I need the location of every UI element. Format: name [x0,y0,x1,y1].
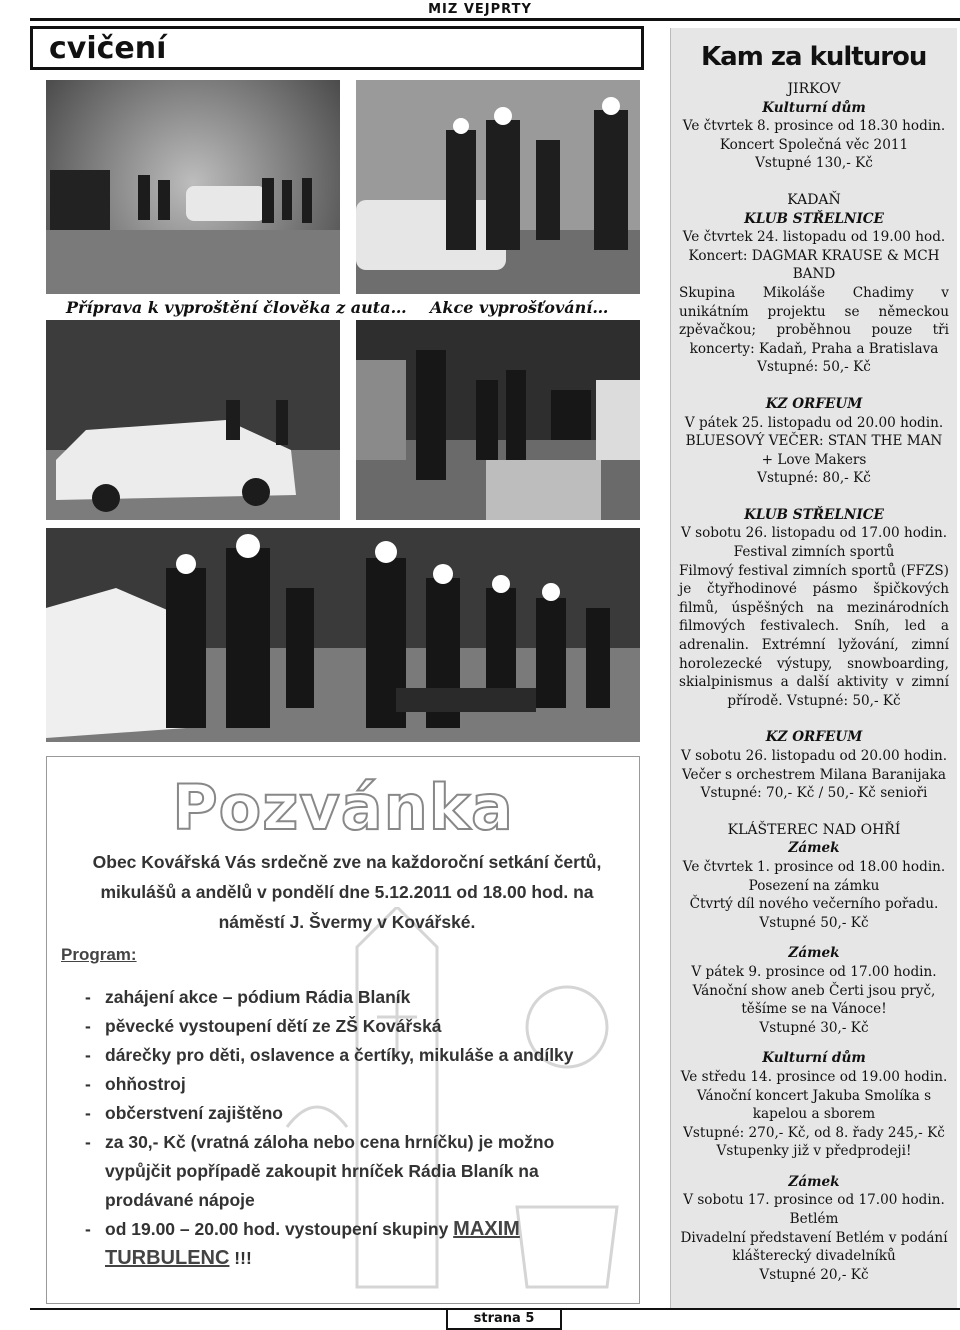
venue: KZ ORFEUM [765,729,863,746]
photo-car [46,320,340,520]
event-title: BLUESOVÝ VEČER: STAN THE MAN + Love Makers [685,433,943,468]
event-date: Ve středu 14. prosince od 19.00 hodin. [680,1068,948,1085]
invitation-poster [46,756,640,1304]
program-item: - zahájení akce – pódium Rádia Blaník [85,983,625,1012]
program-item: - ohňostroj [85,1070,625,1099]
photo-rescue-2 [356,320,640,520]
program-item: - za 30,- Kč (vratná záloha nebo cena hrníčku) je možno vypůjčit popřípadě zakoupit hrníček Rádia Blaník na prodávané nápoje [85,1128,625,1215]
program-item: - pěvecké vystoupení dětí ze ZŠ Kovářská [85,1012,625,1041]
event-title: Betlém [789,1211,839,1228]
top-rule [30,18,960,21]
event-price: Vstupné 50,- Kč [759,914,869,931]
program-item-last [85,1215,625,1273]
event-desc: Filmový festival zimních sportů (FFZS) je čtyřhodinové pásmo špičkových filmů, úspěšných na mezinárodních filmových festivalech. Sníh, led a adrenalin. Extrémní lyžování, zimní horolezecké výstupy, snowboarding, skialpinismus a další aktivity v zimní přírodě. Vstupné: 50,- Kč [679,562,949,709]
event-line: Ve čtvrtek 8. prosince od 18.30 hodin. [682,118,946,135]
event-price: Vstupné: 50,- Kč [757,359,871,376]
event-date: V pátek 25. listopadu od 20.00 hodin. [684,414,944,431]
sidebar-title: Kam za kulturou [701,42,927,72]
poster-intro: Obec Kovářská Vás srdečně zve na každoroční setkání čertů, mikulášů a andělů v pondělí dne 5.12.2011 od 18.00 hod. na náměstí J. Švermy v Kovářské. [92,852,602,932]
event-title: Vánoční show aneb Čerti jsou pryč, těšíme se na Vánoce! [692,982,936,1018]
venue: KLUB STŘELNICE [744,210,884,227]
sidebar-events [671,76,957,1284]
event-desc: Čtvrtý díl nového večerního pořadu. [689,896,939,913]
event-price: Vstupné: 270,- Kč, od 8. řady 245,- Kč [683,1124,945,1141]
event-desc: Divadelní představení Betlém v podání klášterecký divadelníků [680,1229,948,1265]
section-title: cvičení [49,31,167,66]
event-date: V pátek 9. prosince od 17.00 hodin. [691,963,937,980]
event-note: Vstupenky již v předprodeji! [716,1143,912,1160]
venue: Kulturní dům [762,99,866,116]
event-title: Festival zimních sportů [733,544,895,561]
event-price: Vstupné 30,- Kč [759,1019,869,1036]
program-item: - občerstvení zajištěno [85,1099,625,1128]
caption-preparation: Příprava k vyproštění člověka z auta… [66,298,407,317]
event-date: Ve čtvrtek 24. listopadu od 19.00 hod. [682,229,946,246]
venue: Zámek [788,840,840,857]
program-item-last-prefix: od 19.00 – 20.00 hod. vystoupení skupiny [105,1219,454,1239]
program-list [85,983,625,1273]
page-number: strana 5 [446,1310,562,1330]
event-date: Ve čtvrtek 1. prosince od 18.00 hodin. [682,858,946,875]
town-heading: KLÁŠTEREC NAD OHŘÍ [727,821,901,838]
event-line: Vstupné 130,- Kč [755,155,873,172]
venue: Zámek [788,945,840,962]
caption-rescue: Akce vyprošťování… [430,298,609,317]
event-date: V sobotu 17. prosince od 17.00 hodin. [683,1192,945,1209]
band-name: MAXIM TURBULENC [105,1218,520,1269]
culture-sidebar [670,28,957,1308]
town-heading: KADAŇ [787,191,841,208]
event-title: Koncert: DAGMAR KRAUSE & MCH BAND [688,247,940,283]
photo-team [46,528,640,742]
venue: Kulturní dům [762,1050,866,1067]
town-heading: JIRKOV [787,81,841,97]
venue: KLUB STŘELNICE [744,506,884,523]
photo-rescue-1 [356,80,640,294]
event-price: Vstupné 20,- Kč [759,1266,869,1283]
event-date: V sobotu 26. listopadu od 17.00 hodin. [680,525,948,542]
event-line: Koncert Společná věc 2011 [719,136,909,153]
event-title: Vánoční koncert Jakuba Smolíka s kapelou a sborem [696,1087,932,1123]
event-price: Vstupné: 70,- Kč / 50,- Kč senioři [700,785,928,802]
program-label: Program: [61,945,137,964]
section-title-box [30,26,644,70]
poster-title: Pozvánka [172,771,514,844]
program-item: - dárečky pro děti, oslavence a čertíky, mikuláše a andílky [85,1041,625,1070]
event-price: Vstupné: 80,- Kč [757,470,871,487]
event-desc: Skupina Mikoláše Chadimy v unikátním projektu se německou zpěvačkou; proběhnou pouze tři koncerty: Kadaň, Praha a Bratislava [679,284,949,357]
venue: KZ ORFEUM [765,395,863,412]
event-title: Večer s orchestrem Milana Baranijaka [681,766,947,783]
event-date: V sobotu 26. listopadu od 20.00 hodin. [680,748,948,764]
publication-title: MIZ VEJPRTY [428,2,532,17]
venue: Zámek [788,1173,840,1190]
program-item-last-suffix: !!! [229,1248,252,1268]
event-title: Posezení na zámku [748,877,880,894]
